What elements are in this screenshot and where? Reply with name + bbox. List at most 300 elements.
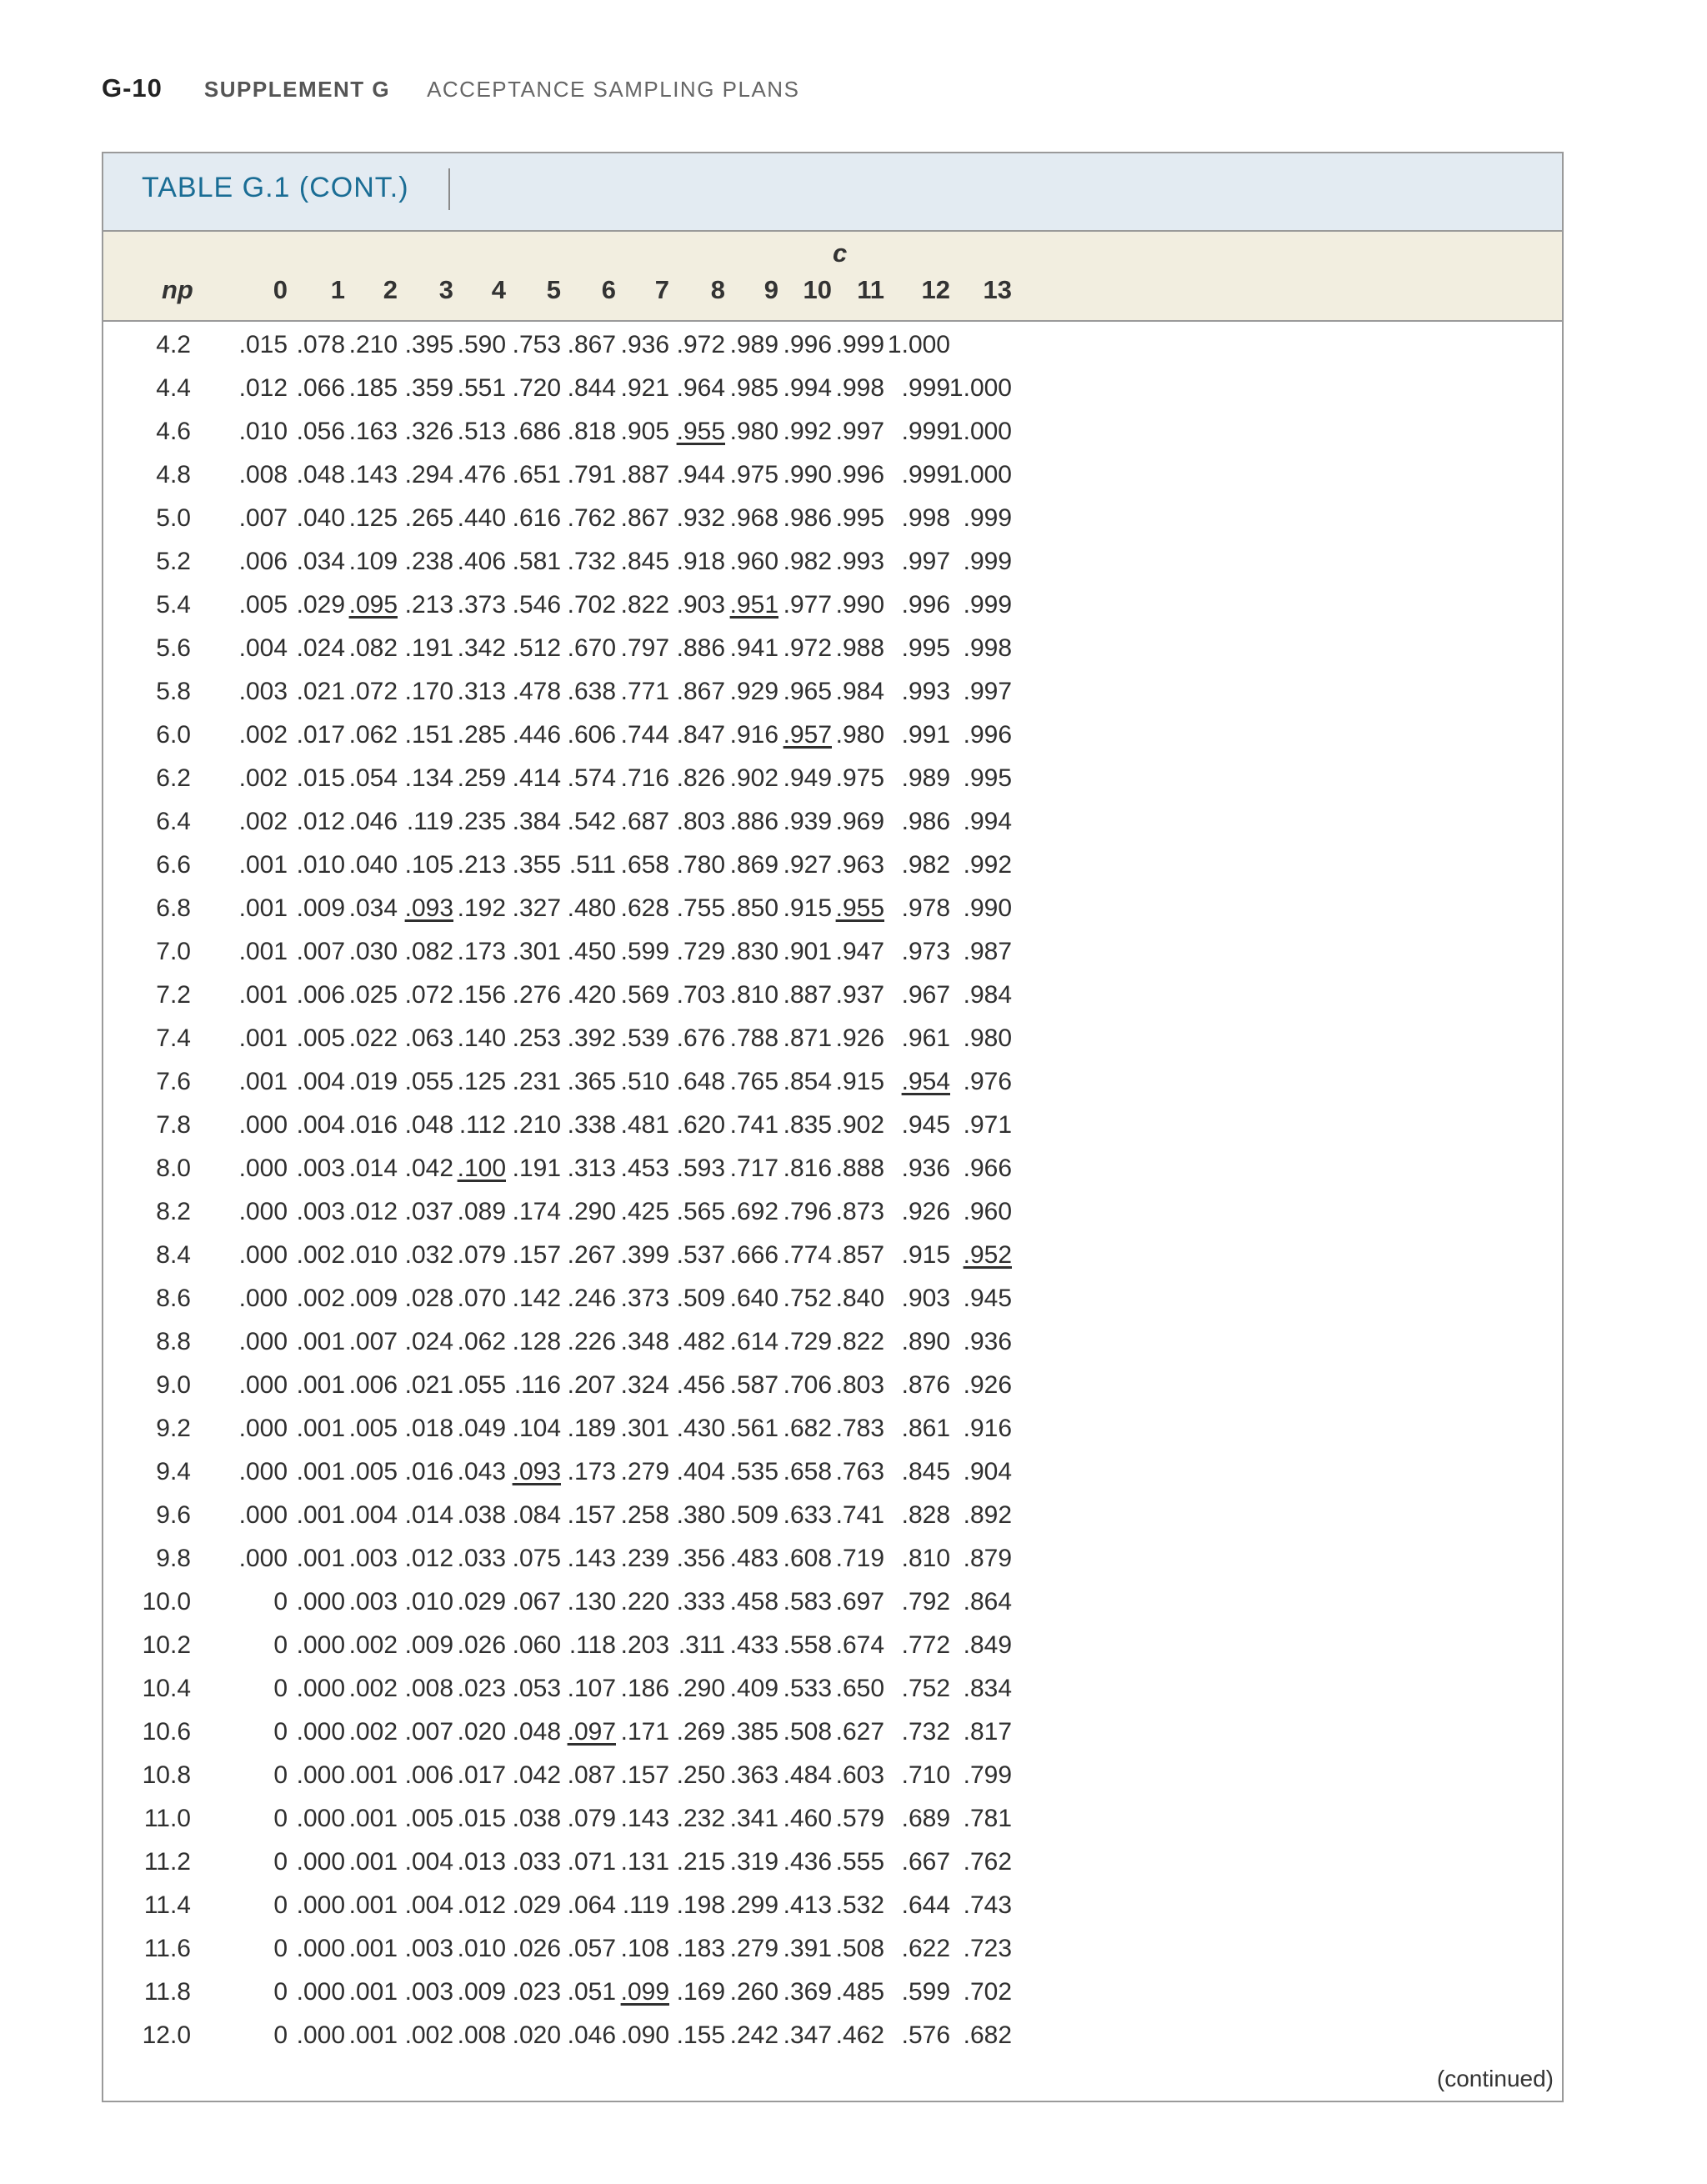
probability-cell: .015 xyxy=(457,1805,506,1832)
probability-cell: .986 xyxy=(783,504,832,532)
probability-cell: .207 xyxy=(567,1371,616,1399)
np-value: 11.8 xyxy=(143,1978,191,2006)
probability-cell: .676 xyxy=(676,1024,725,1052)
probability-cell: .803 xyxy=(676,808,725,835)
probability-cell: .854 xyxy=(783,1068,832,1095)
probability-cell: .191 xyxy=(404,634,453,662)
probability-cell: .996 xyxy=(963,721,1012,749)
probability-cell: .119 xyxy=(406,808,453,835)
probability-cell: .066 xyxy=(296,374,345,402)
probability-cell: .107 xyxy=(567,1675,616,1702)
np-value: 12.0 xyxy=(142,2021,191,2049)
probability-cell: .099 xyxy=(620,1978,669,2006)
probability-cell: .043 xyxy=(457,1458,506,1485)
probability-cell: .183 xyxy=(676,1935,725,1962)
probability-cell: .744 xyxy=(620,721,669,749)
probability-cell: .716 xyxy=(620,764,669,792)
probability-cell: .849 xyxy=(963,1631,1012,1659)
np-value: 8.6 xyxy=(156,1285,191,1312)
probability-cell: .313 xyxy=(567,1155,616,1182)
table-row xyxy=(103,1450,1562,1494)
probability-cell: .001 xyxy=(238,894,288,922)
table-row xyxy=(103,1277,1562,1320)
table-title-bar xyxy=(103,153,1562,232)
probability-cell: .857 xyxy=(835,1241,884,1269)
probability-cell: .982 xyxy=(901,851,950,879)
probability-cell: .830 xyxy=(729,938,778,965)
probability-cell: .533 xyxy=(783,1675,832,1702)
probability-cell: .002 xyxy=(296,1241,345,1269)
probability-cell: .867 xyxy=(620,504,669,532)
probability-cell: .006 xyxy=(404,1761,453,1789)
probability-cell: .840 xyxy=(835,1285,884,1312)
column-header-band xyxy=(103,232,1562,322)
probability-cell: .000 xyxy=(238,1328,288,1355)
probability-cell: .001 xyxy=(348,2021,398,2049)
column-header-c-2: 2 xyxy=(383,275,398,304)
probability-cell: .453 xyxy=(620,1155,669,1182)
probability-cell: .446 xyxy=(512,721,561,749)
probability-cell: .009 xyxy=(457,1978,506,2006)
probability-cell: .259 xyxy=(457,764,506,792)
probability-cell: .170 xyxy=(404,678,453,705)
probability-cell: .971 xyxy=(963,1111,1012,1139)
np-value: 11.6 xyxy=(143,1935,191,1962)
probability-cell: .029 xyxy=(512,1891,561,1919)
probability-cell: .348 xyxy=(620,1328,669,1355)
probability-cell: .638 xyxy=(567,678,616,705)
probability-cell: .511 xyxy=(568,851,616,879)
probability-cell: .960 xyxy=(963,1198,1012,1225)
probability-cell: .976 xyxy=(963,1068,1012,1095)
column-header-c-9: 9 xyxy=(763,275,778,304)
table-row xyxy=(103,1234,1562,1277)
probability-cell: .741 xyxy=(729,1111,778,1139)
probability-cell: .633 xyxy=(783,1501,832,1529)
probability-cell: .822 xyxy=(835,1328,884,1355)
probability-cell: .079 xyxy=(567,1805,616,1832)
table-row xyxy=(103,1971,1562,2014)
probability-cell: .125 xyxy=(457,1068,506,1095)
np-value: 9.2 xyxy=(156,1415,191,1442)
probability-cell: .579 xyxy=(835,1805,884,1832)
probability-cell: .007 xyxy=(348,1328,398,1355)
probability-cell: .143 xyxy=(620,1805,669,1832)
probability-cell: .771 xyxy=(620,678,669,705)
probability-cell: .001 xyxy=(296,1415,345,1442)
probability-cell: .057 xyxy=(567,1935,616,1962)
probability-cell: .966 xyxy=(963,1155,1012,1182)
probability-cell: .003 xyxy=(296,1155,345,1182)
probability-cell: .462 xyxy=(835,2021,884,2049)
probability-cell: .016 xyxy=(404,1458,453,1485)
probability-cell: .569 xyxy=(620,981,669,1009)
probability-cell: .038 xyxy=(457,1501,506,1529)
probability-cell: .687 xyxy=(620,808,669,835)
probability-cell: .915 xyxy=(835,1068,884,1095)
probability-cell: .458 xyxy=(729,1588,778,1615)
probability-cell: .535 xyxy=(729,1458,778,1485)
probability-cell: .143 xyxy=(567,1545,616,1572)
probability-cell: .003 xyxy=(404,1935,453,1962)
probability-cell: .070 xyxy=(457,1285,506,1312)
probability-cell: .926 xyxy=(901,1198,950,1225)
probability-cell: .005 xyxy=(238,591,288,619)
probability-cell: .062 xyxy=(457,1328,506,1355)
probability-cell: .002 xyxy=(348,1675,398,1702)
probability-cell: .674 xyxy=(835,1631,884,1659)
probability-cell: .001 xyxy=(348,1978,398,2006)
probability-cell: 1.000 xyxy=(949,374,1012,402)
probability-cell: .006 xyxy=(238,548,288,575)
probability-cell: .430 xyxy=(676,1415,725,1442)
probability-cell: .049 xyxy=(457,1415,506,1442)
probability-cell: .002 xyxy=(238,764,288,792)
probability-cell: .017 xyxy=(296,721,345,749)
probability-cell: .845 xyxy=(620,548,669,575)
probability-cell: .670 xyxy=(567,634,616,662)
probability-cell: .000 xyxy=(296,2021,345,2049)
probability-cell: .009 xyxy=(404,1631,453,1659)
probability-cell: 0 xyxy=(273,1848,288,1876)
table-row xyxy=(103,1884,1562,1927)
probability-cell: .384 xyxy=(512,808,561,835)
probability-cell: .997 xyxy=(963,678,1012,705)
probability-cell: .627 xyxy=(835,1718,884,1746)
continued-note: (continued) xyxy=(1436,2066,1554,2091)
probability-cell: .060 xyxy=(512,1631,561,1659)
probability-cell: .028 xyxy=(404,1285,453,1312)
probability-cell: .000 xyxy=(238,1155,288,1182)
probability-cell: .000 xyxy=(238,1371,288,1399)
probability-cell: .414 xyxy=(512,764,561,792)
probability-cell: .845 xyxy=(901,1458,950,1485)
probability-cell: .606 xyxy=(567,721,616,749)
probability-cell: .952 xyxy=(963,1241,1012,1269)
probability-cell: .000 xyxy=(238,1241,288,1269)
probability-cell: .002 xyxy=(348,1718,398,1746)
probability-cell: .235 xyxy=(457,808,506,835)
probability-cell: .250 xyxy=(676,1761,725,1789)
probability-cell: .169 xyxy=(676,1978,725,2006)
probability-cell: .051 xyxy=(567,1978,616,2006)
probability-cell: .004 xyxy=(404,1891,453,1919)
probability-cell: .834 xyxy=(963,1675,1012,1702)
np-value: 6.2 xyxy=(156,764,191,792)
probability-cell: .000 xyxy=(296,1631,345,1659)
probability-cell: .995 xyxy=(835,504,884,532)
probability-cell: .965 xyxy=(783,678,832,705)
probability-cell: .093 xyxy=(512,1458,561,1485)
probability-cell: .042 xyxy=(512,1761,561,1789)
probability-cell: .792 xyxy=(901,1588,950,1615)
probability-cell: .797 xyxy=(620,634,669,662)
probability-cell: .392 xyxy=(567,1024,616,1052)
probability-cell: .004 xyxy=(296,1111,345,1139)
probability-cell: .014 xyxy=(404,1501,453,1529)
probability-cell: .980 xyxy=(835,721,884,749)
probability-cell: .005 xyxy=(296,1024,345,1052)
probability-cell: .905 xyxy=(620,418,669,445)
probability-cell: .258 xyxy=(620,1501,669,1529)
np-value: 9.8 xyxy=(156,1545,191,1572)
probability-cell: .000 xyxy=(238,1285,288,1312)
probability-cell: .019 xyxy=(348,1068,398,1095)
probability-cell: .000 xyxy=(238,1458,288,1485)
probability-cell: .916 xyxy=(963,1415,1012,1442)
page-number: G-10 xyxy=(102,73,163,103)
probability-cell: .788 xyxy=(729,1024,778,1052)
probability-cell: .157 xyxy=(512,1241,561,1269)
table-row xyxy=(103,1580,1562,1624)
table-row xyxy=(103,453,1562,497)
probability-cell: .002 xyxy=(404,2021,453,2049)
probability-cell: .116 xyxy=(513,1371,561,1399)
probability-cell: .002 xyxy=(348,1631,398,1659)
probability-cell: .010 xyxy=(296,851,345,879)
probability-cell: .887 xyxy=(620,461,669,488)
probability-cell: 0 xyxy=(273,1978,288,2006)
probability-cell: 0 xyxy=(273,1631,288,1659)
probability-cell: .558 xyxy=(783,1631,832,1659)
probability-cell: .929 xyxy=(729,678,778,705)
probability-cell: .561 xyxy=(729,1415,778,1442)
probability-cell: .373 xyxy=(457,591,506,619)
probability-cell: .210 xyxy=(348,331,398,358)
probability-cell: .686 xyxy=(512,418,561,445)
probability-cell: .118 xyxy=(568,1631,616,1659)
probability-cell: .873 xyxy=(835,1198,884,1225)
probability-cell: .780 xyxy=(676,851,725,879)
probability-cell: .109 xyxy=(348,548,398,575)
probability-cell: .702 xyxy=(567,591,616,619)
table-title: TABLE G.1 (CONT.) xyxy=(142,172,409,203)
probability-cell: .984 xyxy=(963,981,1012,1009)
probability-cell: 1.000 xyxy=(887,331,950,358)
probability-cell: .864 xyxy=(963,1588,1012,1615)
probability-cell: .324 xyxy=(620,1371,669,1399)
probability-cell: .359 xyxy=(404,374,453,402)
probability-cell: .173 xyxy=(567,1458,616,1485)
probability-cell: .916 xyxy=(729,721,778,749)
supplement-title: ACCEPTANCE SAMPLING PLANS xyxy=(427,77,800,102)
probability-cell: 0 xyxy=(273,1805,288,1832)
probability-cell: .732 xyxy=(901,1718,950,1746)
probability-cell: .023 xyxy=(457,1675,506,1702)
probability-cell: .002 xyxy=(238,808,288,835)
probability-cell: .090 xyxy=(620,2021,669,2049)
probability-cell: .012 xyxy=(296,808,345,835)
column-header-c-6: 6 xyxy=(601,275,616,304)
probability-cell: .260 xyxy=(729,1978,778,2006)
np-value: 10.8 xyxy=(142,1761,191,1789)
probability-cell: .774 xyxy=(783,1241,832,1269)
probability-cell: .226 xyxy=(567,1328,616,1355)
probability-cell: .000 xyxy=(296,1805,345,1832)
probability-cell: .000 xyxy=(296,1935,345,1962)
probability-cell: .599 xyxy=(620,938,669,965)
probability-cell: .112 xyxy=(458,1111,506,1139)
probability-cell: .650 xyxy=(835,1675,884,1702)
probability-cell: .949 xyxy=(783,764,832,792)
probability-cell: .142 xyxy=(512,1285,561,1312)
probability-cell: .989 xyxy=(901,764,950,792)
supplement-label: SUPPLEMENT G xyxy=(203,77,391,102)
probability-cell: .029 xyxy=(457,1588,506,1615)
probability-cell: .576 xyxy=(901,2021,950,2049)
table-row xyxy=(103,367,1562,410)
probability-cell: .082 xyxy=(348,634,398,662)
probability-cell: .828 xyxy=(901,1501,950,1529)
probability-cell: .004 xyxy=(296,1068,345,1095)
probability-cell: 0 xyxy=(273,2021,288,2049)
probability-cell: .269 xyxy=(676,1718,725,1746)
probability-cell: .996 xyxy=(835,461,884,488)
np-value: 10.6 xyxy=(142,1718,191,1746)
probability-cell: .064 xyxy=(567,1891,616,1919)
np-value: 5.0 xyxy=(156,504,191,532)
probability-cell: .599 xyxy=(901,1978,950,2006)
probability-cell: .000 xyxy=(296,1588,345,1615)
probability-cell: .313 xyxy=(457,678,506,705)
probability-cell: .048 xyxy=(296,461,345,488)
probability-cell: .781 xyxy=(963,1805,1012,1832)
column-header-c-8: 8 xyxy=(710,275,725,304)
probability-cell: .999 xyxy=(901,374,950,402)
np-value: 5.6 xyxy=(156,634,191,662)
probability-cell: .772 xyxy=(901,1631,950,1659)
probability-cell: .003 xyxy=(348,1545,398,1572)
column-header-c-5: 5 xyxy=(546,275,561,304)
column-header-c-4: 4 xyxy=(491,275,506,304)
probability-cell: .967 xyxy=(901,981,950,1009)
probability-cell: .034 xyxy=(348,894,398,922)
probability-cell: .000 xyxy=(296,1978,345,2006)
probability-cell: .232 xyxy=(676,1805,725,1832)
probability-cell: .915 xyxy=(901,1241,950,1269)
probability-cell: .000 xyxy=(238,1111,288,1139)
probability-cell: .020 xyxy=(457,1718,506,1746)
probability-cell: .513 xyxy=(457,418,506,445)
probability-cell: .682 xyxy=(783,1415,832,1442)
probability-cell: .903 xyxy=(901,1285,950,1312)
np-value: 10.0 xyxy=(142,1588,191,1615)
probability-cell: .729 xyxy=(783,1328,832,1355)
probability-cell: .593 xyxy=(676,1155,725,1182)
probability-cell: .084 xyxy=(512,1501,561,1529)
table-row xyxy=(103,1017,1562,1060)
table-row xyxy=(103,540,1562,584)
table-row xyxy=(103,627,1562,670)
probability-cell: .119 xyxy=(622,1891,669,1919)
probability-cell: .810 xyxy=(901,1545,950,1572)
probability-cell: .537 xyxy=(676,1241,725,1269)
probability-cell: .409 xyxy=(729,1675,778,1702)
probability-cell: 0 xyxy=(273,1675,288,1702)
probability-cell: .433 xyxy=(729,1631,778,1659)
probability-cell: .994 xyxy=(963,808,1012,835)
probability-cell: 1.000 xyxy=(949,461,1012,488)
probability-cell: .000 xyxy=(296,1675,345,1702)
probability-cell: .192 xyxy=(457,894,506,922)
probability-cell: .990 xyxy=(963,894,1012,922)
table-row xyxy=(103,757,1562,800)
np-value: 9.6 xyxy=(156,1501,191,1529)
probability-cell: .342 xyxy=(457,634,506,662)
probability-cell: .999 xyxy=(963,504,1012,532)
np-value: 6.0 xyxy=(156,721,191,749)
probability-cell: .658 xyxy=(783,1458,832,1485)
probability-cell: .998 xyxy=(901,504,950,532)
probability-cell: .365 xyxy=(567,1068,616,1095)
probability-cell: .614 xyxy=(729,1328,778,1355)
probability-cell: .042 xyxy=(404,1155,453,1182)
table-row xyxy=(103,1711,1562,1754)
np-value: 7.0 xyxy=(156,938,191,965)
probability-cell: .936 xyxy=(901,1155,950,1182)
probability-cell: .020 xyxy=(512,2021,561,2049)
probability-cell: .590 xyxy=(457,331,506,358)
probability-cell: 0 xyxy=(273,1891,288,1919)
probability-cell: .640 xyxy=(729,1285,778,1312)
probability-cell: .546 xyxy=(512,591,561,619)
probability-cell: .999 xyxy=(835,331,884,358)
probability-cell: .945 xyxy=(901,1111,950,1139)
np-value: 10.2 xyxy=(142,1631,191,1659)
table-row xyxy=(103,1364,1562,1407)
probability-cell: .996 xyxy=(901,591,950,619)
probability-cell: .391 xyxy=(783,1935,832,1962)
probability-cell: .969 xyxy=(835,808,884,835)
probability-cell: .978 xyxy=(901,894,950,922)
probability-cell: 0 xyxy=(273,1935,288,1962)
probability-cell: .904 xyxy=(963,1458,1012,1485)
probability-cell: .476 xyxy=(457,461,506,488)
title-divider xyxy=(448,168,450,210)
np-value: 6.8 xyxy=(156,894,191,922)
probability-cell: .301 xyxy=(512,938,561,965)
probability-cell: .130 xyxy=(567,1588,616,1615)
probability-cell: .988 xyxy=(835,634,884,662)
probability-cell: .143 xyxy=(348,461,398,488)
probability-cell: .972 xyxy=(783,634,832,662)
np-value: 8.2 xyxy=(156,1198,191,1225)
probability-cell: .902 xyxy=(835,1111,884,1139)
probability-cell: .078 xyxy=(296,331,345,358)
probability-cell: .616 xyxy=(512,504,561,532)
probability-cell: .927 xyxy=(783,851,832,879)
probability-cell: .025 xyxy=(348,981,398,1009)
probability-cell: .022 xyxy=(348,1024,398,1052)
probability-cell: .425 xyxy=(620,1198,669,1225)
probability-cell: .876 xyxy=(901,1371,950,1399)
probability-cell: .485 xyxy=(835,1978,884,2006)
probability-cell: .763 xyxy=(835,1458,884,1485)
probability-cell: .937 xyxy=(835,981,884,1009)
probability-cell: .532 xyxy=(835,1891,884,1919)
probability-cell: .024 xyxy=(296,634,345,662)
probability-cell: .001 xyxy=(348,1891,398,1919)
probability-cell: .079 xyxy=(457,1241,506,1269)
table-row xyxy=(103,1060,1562,1104)
table-row xyxy=(103,2014,1562,2057)
np-value: 4.8 xyxy=(156,461,191,488)
probability-cell: .055 xyxy=(457,1371,506,1399)
probability-cell: .951 xyxy=(729,591,778,619)
probability-cell: .961 xyxy=(901,1024,950,1052)
probability-cell: .003 xyxy=(348,1588,398,1615)
probability-cell: .131 xyxy=(620,1848,669,1876)
